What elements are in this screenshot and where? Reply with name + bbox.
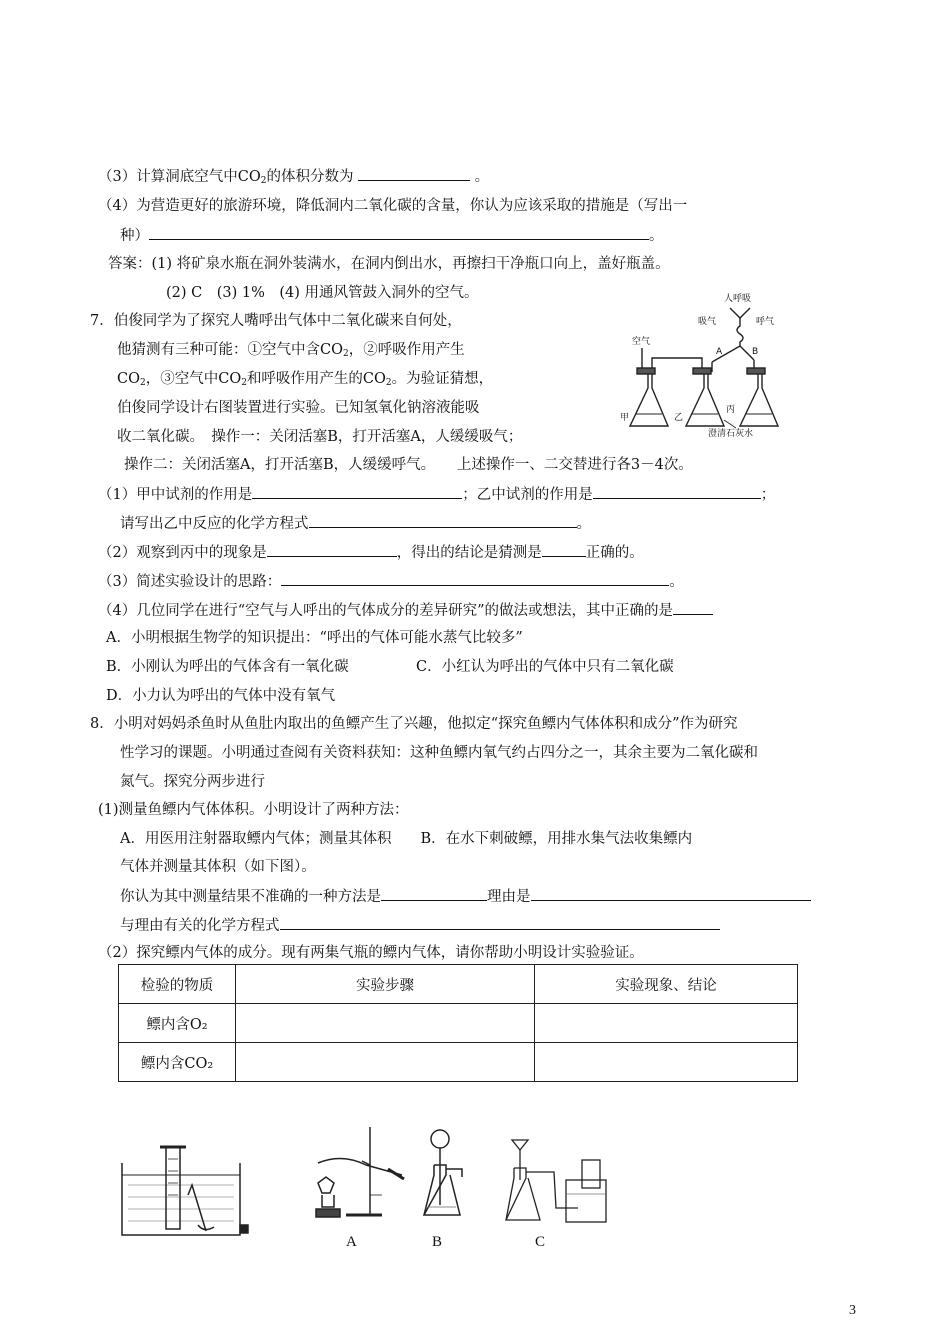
answer-blank[interactable] — [267, 542, 397, 557]
q7-option-a: A．小明根据生物学的知识提出：“呼出的气体可能水蒸气比较多” — [106, 630, 523, 646]
table-header: 检验的物质 — [119, 965, 236, 1004]
table-cell: 鳔内含O₂ — [119, 1004, 236, 1043]
q6-part4: （4）为营造更好的旅游环境，降低洞内二氧化碳的含量，你认为应该采取的措施是（写出一 — [98, 198, 688, 214]
table-cell-input[interactable] — [236, 1004, 535, 1043]
q8-question1: 你认为其中测量结果不准确的一种方法是 理由是 — [120, 886, 811, 907]
q7-option-d: D．小力认为呼出的气体中没有氧气 — [106, 688, 336, 704]
answer-blank[interactable] — [542, 542, 586, 557]
q7-line4: 伯俊同学设计右图装置进行实验。已知氢氧化钠溶液能吸 — [117, 400, 480, 416]
table-header: 实验步骤 — [236, 965, 535, 1004]
answer-blank[interactable] — [531, 886, 811, 901]
q7-line3: $CO_2$，③空气中$CO_2$和呼吸作用产生的$CO_2$。为验证猜想， — [117, 371, 494, 388]
q7-option-c: C．小红认为呼出的气体中只有二氧化碳 — [416, 659, 674, 675]
q7-sub4: （4）几位同学在进行“空气与人呼出的气体成分的差异研究”的做法或想法，其中正确的是 — [98, 600, 713, 621]
q8-part2: （2）探究鳔内气体的成分。现有两集气瓶的鳔内气体，请你帮助小明设计实验验证。 — [98, 945, 644, 961]
q8-methods: A．用医用注射器取鳔内气体；测量其体积 B．在水下刺破鳔，用排水集气法收集鳔内 — [120, 831, 693, 847]
q8-methods-cont: 气体并测量其体积（如下图）。 — [120, 859, 316, 875]
label-breath: 人呼吸 — [724, 294, 752, 304]
label-air: 空气 — [632, 337, 651, 347]
label-valve-b: B — [752, 347, 759, 357]
answer-blank[interactable] — [593, 484, 761, 499]
answer-blank[interactable] — [280, 915, 720, 930]
q7-line6: 操作二：关闭活塞A，打开活塞B，人缓缓呼气。 上述操作一、二交替进行各3－4次。 — [124, 457, 693, 473]
water-displacement-figure — [118, 1135, 253, 1240]
table-row — [119, 1004, 798, 1043]
answer-blank[interactable] — [381, 886, 487, 901]
table-cell-input[interactable] — [236, 1043, 535, 1082]
figure-label-b: B — [432, 1234, 443, 1250]
apparatus-a-figure — [306, 1125, 416, 1225]
q8-part1: (1)测量鱼鳔内气体体积。小明设计了两种方法： — [98, 802, 409, 818]
q7-line1: 7．伯俊同学为了探究人嘴呼出气体中二氧化碳来自何处， — [90, 313, 462, 329]
label-valve-a: A — [716, 347, 723, 357]
answer-blank[interactable] — [309, 513, 577, 528]
q7-line5: 收二氧化碳。 操作一：关闭活塞B，打开活塞A，人缓缓吸气； — [117, 429, 523, 445]
breathing-apparatus-figure — [612, 288, 792, 438]
label-yi: 乙 — [674, 413, 684, 423]
table-cell-input[interactable] — [535, 1004, 798, 1043]
figure-label-c: C — [535, 1234, 546, 1250]
apparatus-c-figure — [484, 1130, 614, 1230]
q7-sub1: （1）甲中试剂的作用是 ；乙中试剂的作用是 ； — [98, 484, 775, 505]
answer-blank[interactable] — [358, 166, 470, 181]
table-header: 实验现象、结论 — [535, 965, 798, 1004]
q6-part3: （3）计算洞底空气中$CO_2$的体积分数为 。 — [98, 166, 489, 191]
page-number: 3 — [849, 1303, 856, 1318]
q7-sub1-equation: 请写出乙中反应的化学方程式 。 — [120, 513, 591, 534]
q7-sub3: （3）简述实验设计的思路： 。 — [98, 571, 684, 592]
label-inhale: 吸气 — [698, 317, 717, 327]
label-limewater: 澄清石灰水 — [708, 429, 754, 438]
table-header-row — [119, 965, 798, 1004]
answer-blank[interactable] — [281, 571, 669, 586]
q6-answer-1: 答案：(1) 将矿泉水瓶在洞外装满水，在洞内倒出水，再擦扫干净瓶口向上，盖好瓶盖。 — [108, 256, 670, 272]
answer-blank[interactable] — [149, 225, 649, 240]
q6-answer-2: (2) C (3) 1% (4) 用通风管鼓入洞外的空气。 — [166, 285, 479, 301]
answer-blank[interactable] — [673, 600, 713, 615]
q6-part4-cont: 种） 。 — [120, 225, 664, 246]
figure-label-a: A — [346, 1234, 357, 1250]
apparatus-b-figure — [416, 1125, 476, 1225]
label-bing: 丙 — [726, 405, 736, 415]
label-exhale: 呼气 — [756, 317, 775, 327]
experiment-table — [118, 964, 798, 1082]
table-cell-input[interactable] — [535, 1043, 798, 1082]
table-row — [119, 1043, 798, 1082]
q8-line1: 8．小明对妈妈杀鱼时从鱼肚内取出的鱼鳔产生了兴趣，他拟定“探究鱼鳔内气体体积和成分”作为研究 — [90, 716, 738, 732]
table-cell: 鳔内含CO₂ — [119, 1043, 236, 1082]
q7-option-b: B．小刚认为呼出的气体含有一氧化碳 — [106, 659, 349, 675]
label-jia: 甲 — [620, 413, 630, 423]
q8-question1-equation: 与理由有关的化学方程式 — [120, 915, 720, 936]
q7-sub2: （2）观察到丙中的现象是 ，得出的结论是猜测是 正确的。 — [98, 542, 644, 563]
q8-line2: 性学习的课题。小明通过查阅有关资料获知：这种鱼鳔内氧气约占四分之一，其余主要为二氧化碳和 — [120, 745, 758, 761]
q7-line2: 他猜测有三种可能：①空气中含$CO_2$，②呼吸作用产生 — [117, 342, 465, 359]
q8-line3: 氮气。探究分两步进行 — [120, 774, 265, 790]
answer-blank[interactable] — [252, 484, 462, 499]
